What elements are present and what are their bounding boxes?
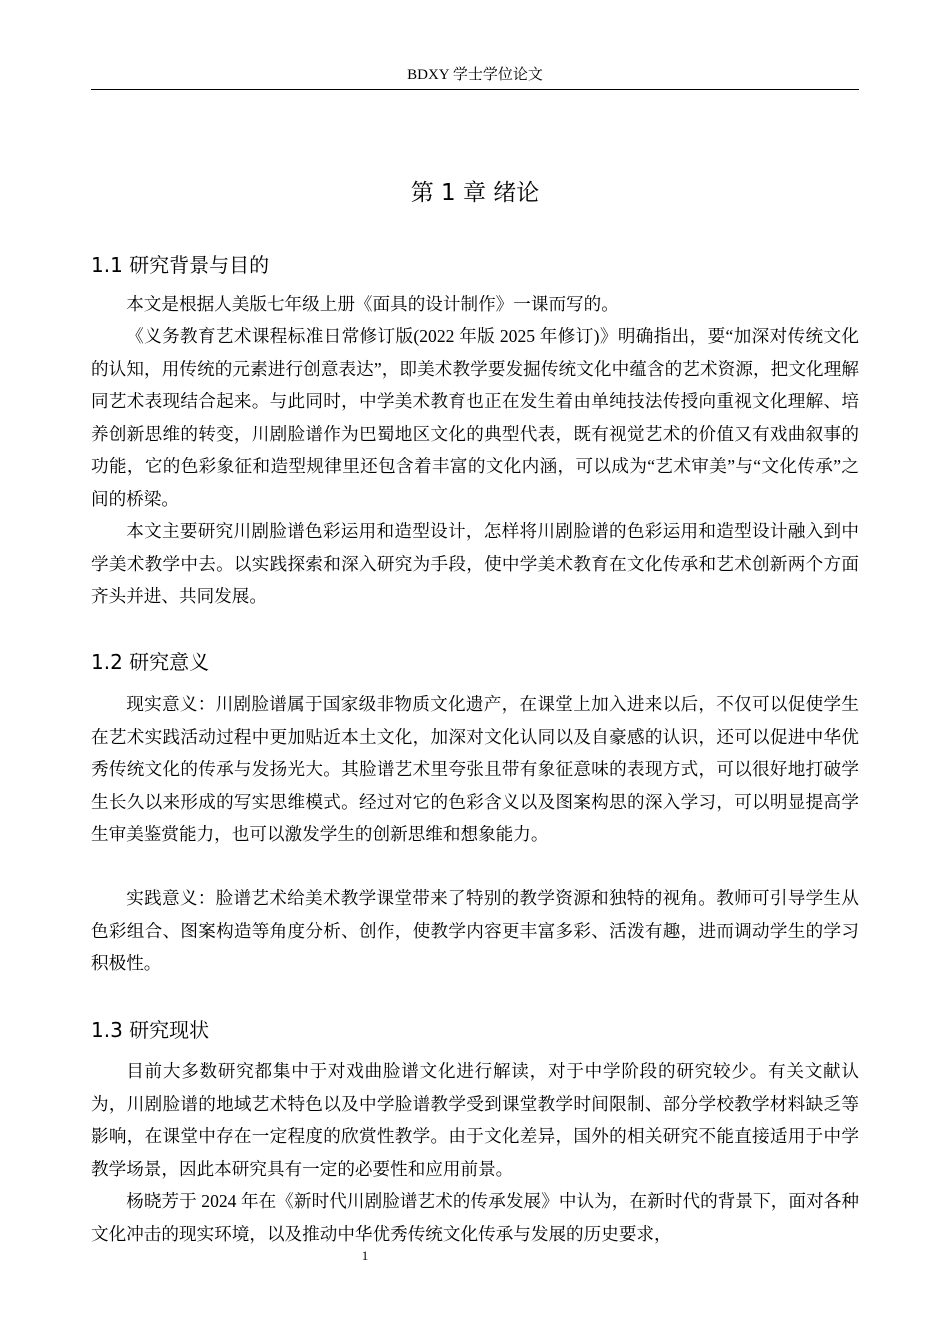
paragraph: 实践意义：脸谱艺术给美术教学课堂带来了特别的教学资源和独特的视角。教师可引导学生从色彩组合、图案构造等角度分析、创作，使教学内容更丰富多彩、活泼有趣，进而调动学生的学习积极性。 [91, 888, 859, 973]
paragraph: 目前大多数研究都集中于对戏曲脸谱文化进行解读，对于中学阶段的研究较少。有关文献认为，川剧脸谱的地域艺术特色以及中学脸谱教学受到课堂教学时间限制、部分学校教学材料缺乏等影响，在课堂中存在一定程度的欣赏性教学。由于文化差异，国外的相关研究不能直接适用于中学教学场景，因此本研究具有一定的必要性和应用前景。 [91, 1061, 859, 1179]
chapter-title: 第 1 章 绪论 [410, 180, 540, 206]
paragraph: 本文是根据人美版七年级上册《面具的设计制作》一课而写的。 [126, 294, 619, 314]
section-heading-1-1: 1.1 研究背景与目的 [91, 253, 270, 277]
section-heading-1-3: 1.3 研究现状 [91, 1018, 210, 1042]
page-number: 1 [361, 1248, 369, 1263]
paragraph: 本文主要研究川剧脸谱色彩运用和造型设计，怎样将川剧脸谱的色彩运用和造型设计融入到中学美术教学中去。以实践探索和深入研究为手段，使中学美术教育在文化传承和艺术创新两个方面齐头并进、共同发展。 [91, 521, 859, 606]
section-heading-1-2: 1.2 研究意义 [91, 650, 210, 674]
paragraph: 《义务教育艺术课程标准日常修订版(2022 年版 2025 年修订)》明确指出，要“加深对传统文化的认知，用传统的元素进行创意表达”，即美术教学要发掘传统文化中蕴含的艺术资源，把文化理解同艺术表现结合起来。与此同时，中学美术教育也正在发生着由单纯技法传授向重视文化理解、培养创新思维的转变，川剧脸谱作为巴蜀地区文化的典型代表，既有视觉艺术的价值又有戏曲叙事的功能，它的色彩象征和造型规律里还包含着丰富的文化内涵，可以成为“艺术审美”与“文化传承”之间的桥梁。 [91, 326, 859, 509]
running-header: BDXY 学士学位论文 [407, 67, 543, 83]
paragraph: 现实意义：川剧脸谱属于国家级非物质文化遗产，在课堂上加入进来以后，不仅可以促使学生在艺术实践活动过程中更加贴近本土文化，加深对文化认同以及自豪感的认识，还可以促进中华优秀传统文化的传承与发扬光大。其脸谱艺术里夸张且带有象征意味的表现方式，可以很好地打破学生长久以来形成的写实思维模式。经过对它的色彩含义以及图案构思的深入学习，可以明显提高学生审美鉴赏能力，也可以激发学生的创新思维和想象能力。 [91, 694, 859, 844]
paragraph: 杨晓芳于 2024 年在《新时代川剧脸谱艺术的传承发展》中认为，在新时代的背景下，面对各种文化冲击的现实环境，以及推动中华优秀传统文化传承与发展的历史要求， [91, 1191, 859, 1244]
header-rule [91, 89, 859, 90]
